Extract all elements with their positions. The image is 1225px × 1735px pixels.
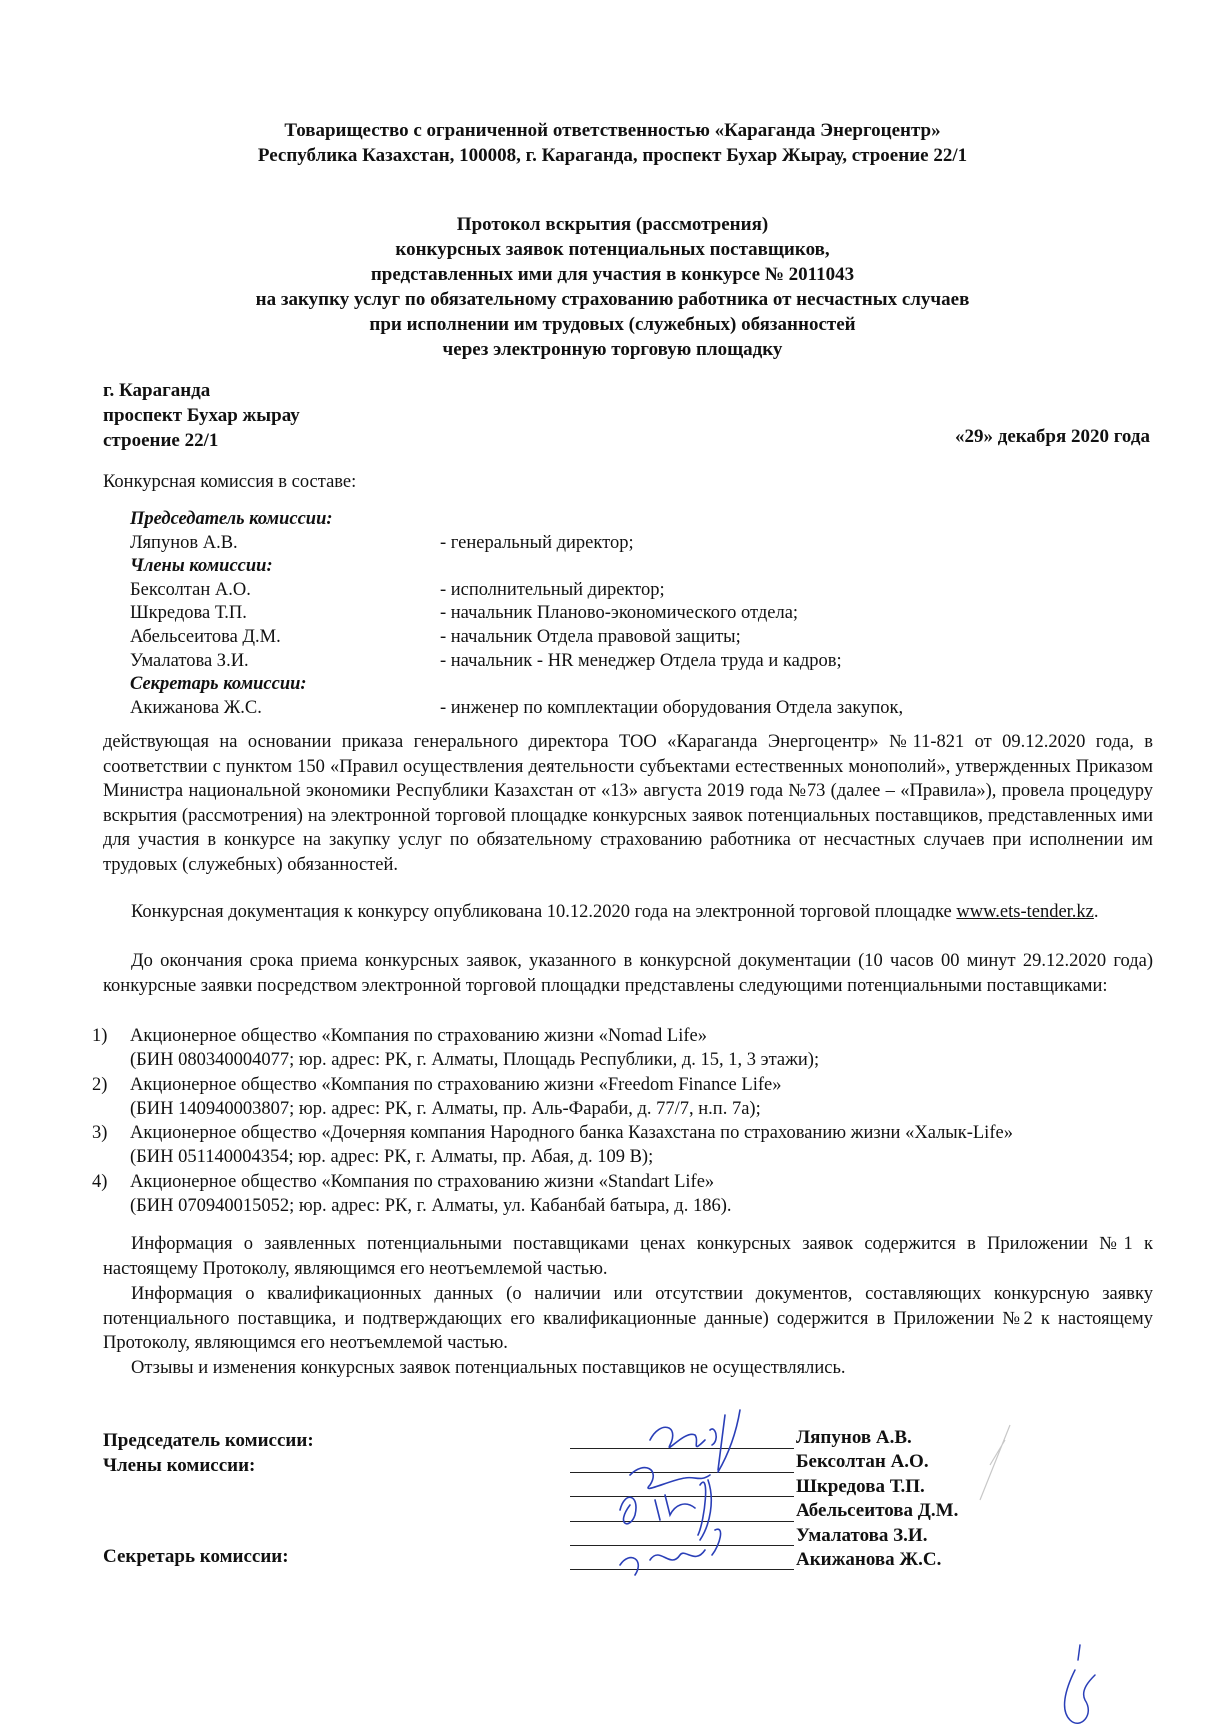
member-signature-stroke [620, 1495, 695, 1524]
protocol-title [100, 212, 1125, 362]
member-role: - начальник - HR менеджер Отдела труда и кадров; [440, 650, 842, 671]
title-line: на закупку услуг по обязательному страхованию работника от несчастных случаев [255, 289, 970, 310]
place-building: строение 22/1 [103, 430, 219, 451]
item-number: 2) [92, 1074, 108, 1095]
commission-row [130, 579, 903, 603]
basis-paragraph: действующая на основании приказа генерального директора ТОО «Караганда Энергоцентр» №11-821 от 09.12.2020 года, в соответствии с пунктом 150 «Правил осуществления деятельности субъектами естественных монополий», утвержденных Приказом Министра национальной экономики Республики Казахстан от «13» августа 2019 года №73 (далее – «Правила»), провела процедуру вскрытия (рассмотрения) на электронной торговой площадке конкурсных заявок потенциальных поставщиков, представленных ими для участия в конкурсе на закупку услуг по обязательному страхованию работника от несчастных случаев при исполнении им трудовых (служебных) обязанностей. [103, 732, 1153, 875]
commission-intro: Конкурсная комиссия в составе: [103, 472, 357, 492]
supplier-name: Акционерное общество «Дочерняя компания Народного банка Казахстана по страхованию жизни «Халык-Life» [130, 1123, 1013, 1144]
commission-row [130, 697, 903, 721]
protocol-date: «29» декабря 2020 года [954, 426, 1150, 447]
handwritten-signatures [600, 1400, 800, 1590]
title-line: через электронную торговую площадку [442, 339, 783, 360]
member-role: - генеральный директор; [440, 532, 634, 553]
organization-header [100, 118, 1125, 168]
commission-row [130, 650, 903, 674]
member-role: - начальник Отдела правовой защиты; [440, 626, 741, 647]
signatory-name: Шкредова Т.П. [796, 1475, 925, 1497]
commission-row [130, 602, 903, 626]
supplier-name: Акционерное общество «Компания по страхованию жизни «Freedom Finance Life» [130, 1074, 782, 1095]
suppliers-list [92, 1024, 1013, 1218]
title-line: конкурсных заявок потенциальных поставщиков, [395, 239, 830, 260]
item-number: 3) [92, 1123, 108, 1144]
supplier-details: (БИН 140940003807; юр. адрес: РК, г. Алматы, пр. Аль-Фараби, д. 77/7, н.п. 7а); [130, 1098, 761, 1119]
member-role: - инженер по комплектации оборудования Отдела закупок, [440, 697, 904, 718]
list-item [92, 1170, 1013, 1219]
list-item [92, 1121, 1013, 1170]
member-name: Акижанова Ж.С. [130, 697, 262, 718]
supplier-details: (БИН 080340004077; юр. адрес: РК, г. Алматы, Площадь Республики, д. 15, 1, 3 этажи); [130, 1050, 820, 1071]
chair-heading: Председатель комиссии: [130, 509, 333, 529]
signatory-name: Абельсеитова Д.М. [796, 1500, 959, 1522]
title-line: представленных ими для участия в конкурсе № 2011043 [370, 264, 855, 285]
member-role: - исполнительный директор; [440, 579, 665, 600]
organization-address: Республика Казахстан, 100008, г. Караганда, проспект Бухар Жырау, строение 22/1 [257, 145, 968, 166]
faint-signature-mark [960, 1420, 1030, 1510]
published-text: Конкурсная документация к конкурсу опубликована 10.12.2020 года на электронной торговой площадке [131, 902, 952, 922]
signature-names [796, 1426, 958, 1572]
deadline-paragraph: До окончания срока приема конкурсных заявок, указанного в конкурсной документации (10 часов 00 минут 29.12.2020 года) конкурсные заявки посредством электронной торговой площадки представлены следующими потенциальными поставщиками: [103, 951, 1153, 996]
supplier-name: Акционерное общество «Компания по страхованию жизни «Standart Life» [130, 1171, 715, 1192]
title-line: при исполнении им трудовых (служебных) обязанностей [369, 314, 856, 335]
signatory-name: Бексолтан А.О. [796, 1451, 929, 1473]
published-paragraph [103, 900, 1153, 925]
secretary-heading: Секретарь комиссии: [130, 674, 307, 695]
supplier-details: (БИН 051140004354; юр. адрес: РК, г. Алматы, пр. Абая, д. 109 В); [130, 1147, 654, 1168]
signatory-name: Ляпунов А.В. [796, 1427, 912, 1448]
member-name: Умалатова З.И. [130, 650, 249, 671]
place-street: проспект Бухар жырау [103, 405, 300, 426]
commission-list [130, 508, 903, 720]
commission-row [130, 626, 903, 650]
title-line: Протокол вскрытия (рассмотрения) [456, 214, 769, 235]
signatory-name: Умалатова З.И. [796, 1524, 928, 1546]
member-name: Бексолтан А.О. [130, 579, 251, 600]
item-number: 1) [92, 1026, 108, 1046]
secretary-signature-label: Секретарь комиссии: [103, 1546, 289, 1567]
link-period: . [1093, 902, 1099, 922]
member-signature-stroke [698, 1480, 711, 1540]
member-name: Ляпунов А.В. [130, 532, 238, 553]
members-heading: Члены комиссии: [130, 556, 273, 577]
item-number: 4) [92, 1171, 108, 1192]
prices-paragraph: Информация о заявленных потенциальными поставщиками ценах конкурсных заявок содержится в Приложении №1 к настоящему Протоколу, являющимся его неотъемлемой частью. [103, 1234, 1153, 1279]
secretary-signature-stroke [620, 1529, 721, 1575]
supplier-name: Акционерное общество «Компания по страхованию жизни «Nomad Life» [130, 1026, 707, 1046]
chair-signature-label: Председатель комиссии: [103, 1430, 314, 1451]
members-signature-label: Члены комиссии: [103, 1455, 256, 1476]
place-block [103, 378, 300, 453]
list-item [92, 1024, 1013, 1073]
member-name: Шкредова Т.П. [130, 603, 247, 624]
organization-name: Товарищество с ограниченной ответственностью «Караганда Энергоцентр» [284, 120, 941, 141]
member-role: - начальник Планово-экономического отдела; [440, 603, 799, 624]
member-name: Абельсеитова Д.М. [130, 626, 281, 647]
member-signature-stroke [630, 1468, 710, 1489]
list-item [92, 1073, 1013, 1122]
withdraw-paragraph: Отзывы и изменения конкурсных заявок потенциальных поставщиков не осуществлялись. [131, 1358, 846, 1378]
supplier-details: (БИН 070940015052; юр. адрес: РК, г. Алматы, ул. Кабанбай батыра, д. 186). [130, 1196, 732, 1217]
tender-site-link[interactable]: www.ets-tender.kz [956, 902, 1094, 922]
chair-signature-stroke [650, 1410, 740, 1472]
signatory-name: Акижанова Ж.С. [796, 1549, 942, 1571]
commission-row [130, 532, 903, 556]
place-city: г. Караганда [103, 380, 211, 401]
signature-labels [103, 1428, 314, 1478]
qualification-paragraph: Информация о квалификационных данных (о наличии или отсутствии документов, составляющих конкурсную заявку потенциального поставщика, и подтверждающих его квалификационные данные) содержится в Приложении №2 к настоящему Протоколу, являющимся его неотъемлемой частью. [103, 1284, 1153, 1354]
page-initials-mark [1050, 1640, 1120, 1735]
